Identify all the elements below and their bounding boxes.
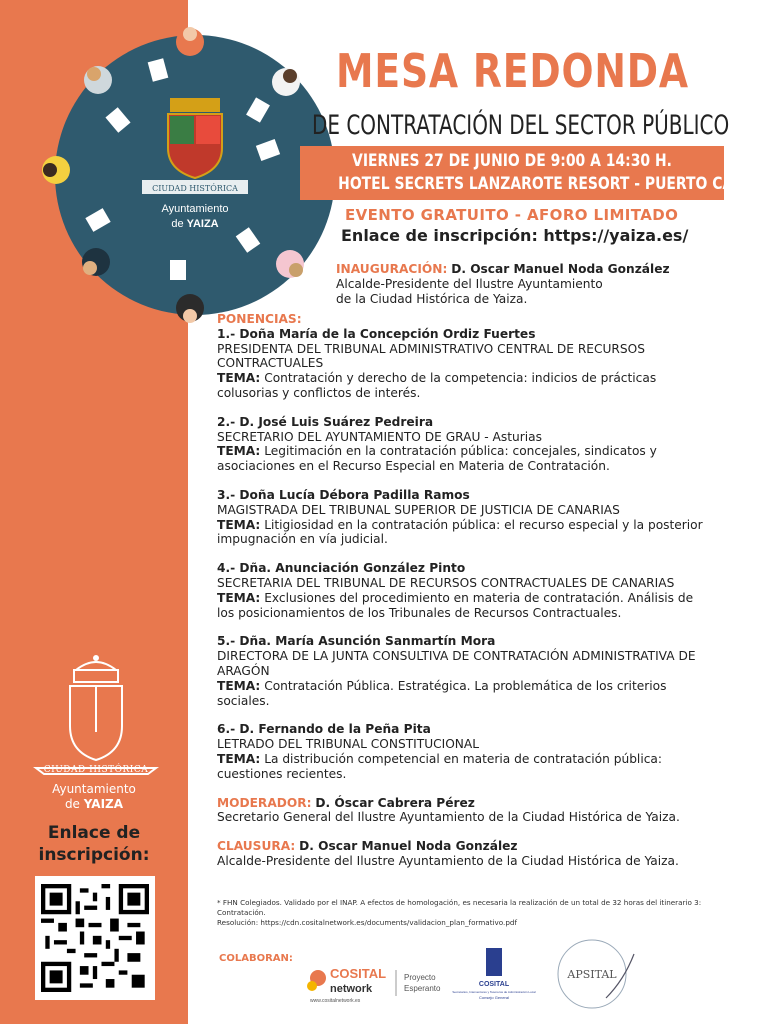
banner-text: CIUDAD HISTÓRICA [152, 184, 238, 193]
yaiza-crest-icon [168, 98, 222, 178]
footnote-line-2[interactable]: Resolución: https://cdn.cositalnetwork.es/documents/validacion_plan_formativo.pdf [217, 918, 517, 927]
cosital-consejo-logo [452, 948, 535, 1000]
ayuntamiento-label: Ayuntamiento [161, 203, 229, 215]
clausura-label: CLAUSURA: [217, 839, 296, 854]
speaker-position: SECRETARIA DEL TRIBUNAL DE RECURSOS CONTRACTUALES DE CANARIAS [217, 575, 675, 590]
svg-text:COSITAL: COSITAL [330, 966, 387, 981]
ponencia-item [217, 561, 713, 620]
moderador-label: MODERADOR: [217, 795, 312, 810]
partner-logos [300, 940, 720, 1020]
qr-code-icon[interactable] [35, 876, 155, 1000]
inauguracion-role-2: de la Ciudad Histórica de Yaiza. [336, 292, 528, 306]
speaker-position: DIRECTORA DE LA JUNTA CONSULTIVA DE CONTRATACIÓN ADMINISTRATIVA DE ARAGÓN [217, 649, 696, 678]
ponencia-item [217, 634, 713, 708]
speaker-name: 5.- Dña. María Asunción Sanmartín Mora [217, 634, 496, 649]
moderador-block [217, 796, 713, 826]
svg-text:network: network [330, 983, 373, 995]
speaker-name: 6.- D. Fernando de la Peña Pita [217, 722, 431, 737]
speaker-position: SECRETARIO DEL AYUNTAMIENTO DE GRAU - Asturias [217, 429, 542, 444]
ponencia-item [217, 327, 713, 401]
tema: TEMA: Litigiosidad en la contratación pública: el recurso especial y la posterior impugnación en vía judicial. [217, 517, 703, 547]
sidebar-crest-icon [36, 652, 156, 782]
page-title: MESA REDONDA [336, 44, 689, 98]
program [217, 312, 713, 883]
speaker-position: MAGISTRADA DEL TRIBUNAL SUPERIOR DE JUSTICIA DE CANARIAS [217, 502, 620, 517]
cosital-network-logo [307, 966, 441, 1004]
event-date: VIERNES 27 DE JUNIO DE 9:00 A 14:30 H. [352, 151, 672, 171]
footnote-line-1: * FHN Colegiados. Validado por el INAP. A efectos de homologación, es necesaria la realización de un total de 32 horas del itinerario 3: Contratación. [217, 898, 702, 917]
speaker-position: PRESIDENTA DEL TRIBUNAL ADMINISTRATIVO CENTRAL DE RECURSOS CONTRACTUALES [217, 341, 645, 371]
moderador-name: D. Óscar Cabrera Pérez [315, 795, 475, 810]
tema: TEMA: La distribución competencial en materia de contratación pública: cuestiones recientes. [217, 751, 662, 781]
inauguracion-label: INAUGURACIÓN: [336, 262, 448, 276]
tema: TEMA: Legitimación en la contratación pública: concejales, sindicatos y asociaciones en el Recurso Especial en Materia de Contratación. [217, 444, 657, 474]
clausura-name: D. Oscar Manuel Noda González [299, 839, 518, 854]
inauguracion-role-1: Alcalde-Presidente del Ilustre Ayuntamiento [336, 277, 603, 291]
clausura-block [217, 839, 713, 869]
footnote [217, 898, 713, 928]
tema: TEMA: Contratación Pública. Estratégica. La problemática de los criterios sociales. [217, 678, 667, 708]
svg-text:APSITAL: APSITAL [567, 968, 617, 981]
registration-link[interactable]: Enlace de inscripción: https://yaiza.es/ [341, 226, 689, 245]
inauguracion-block [336, 262, 716, 307]
colaboran-label: COLABORAN: [219, 953, 293, 964]
sidebar-ayuntamiento: Ayuntamiento [52, 782, 136, 796]
svg-text:Proyecto: Proyecto [404, 973, 436, 982]
round-table-illustration [50, 30, 340, 320]
ponencia-item [217, 722, 713, 781]
ponencias-heading: PONENCIAS: [217, 312, 302, 326]
free-event-label: EVENTO GRATUITO - AFORO LIMITADO [345, 206, 679, 224]
speaker-position: LETRADO DEL TRIBUNAL CONSTITUCIONAL [217, 737, 480, 752]
yaiza-label: de YAIZA [171, 218, 219, 230]
ponencia-item [217, 488, 713, 547]
svg-text:Consejo General: Consejo General [478, 995, 510, 1000]
tema: TEMA: Exclusiones del procedimiento en materia de contratación. Análisis de los posicionamientos de los Tribunales de Recursos Contractuales. [217, 590, 694, 620]
svg-text:www.cositalnetwork.es: www.cositalnetwork.es [310, 998, 361, 1004]
ponencia-item [217, 415, 713, 474]
moderador-role: Secretario General del Ilustre Ayuntamiento de la Ciudad Histórica de Yaiza. [217, 810, 680, 825]
svg-text:Secretarios, Interventores y T: Secretarios, Interventores y Tesoreros de Administración Local [452, 990, 536, 994]
clausura-role: Alcalde-Presidente del Ilustre Ayuntamiento de la Ciudad Histórica de Yaiza. [217, 853, 679, 868]
speaker-name: 2.- D. José Luis Suárez Pedreira [217, 414, 434, 429]
sidebar-yaiza: de YAIZA [64, 797, 124, 811]
tema: TEMA: Contratación y derecho de la competencia: indicios de prácticas colusorias y conflictos de interés. [217, 371, 657, 400]
speaker-name: 3.- Doña Lucía Débora Padilla Ramos [217, 487, 470, 502]
apsital-logo [558, 940, 634, 1008]
page-subtitle: DE CONTRATACIÓN DEL SECTOR PÚBLICO [312, 110, 730, 141]
speaker-name: 4.- Dña. Anunciación González Pinto [217, 561, 466, 576]
date-band [300, 146, 774, 200]
event-venue: HOTEL SECRETS LANZAROTE RESORT - PUERTO CALERO [338, 174, 774, 194]
speaker-name: 1.- Doña María de la Concepción Ordiz Fuertes [217, 326, 536, 341]
svg-text:COSITAL: COSITAL [478, 981, 510, 988]
inauguracion-name: D. Oscar Manuel Noda González [451, 262, 670, 276]
sidebar-registration-title: Enlace de inscripción: [38, 823, 150, 865]
svg-text:Esperanto: Esperanto [404, 984, 441, 993]
sidebar-banner-text: CIUDAD HISTÓRICA [43, 765, 149, 775]
